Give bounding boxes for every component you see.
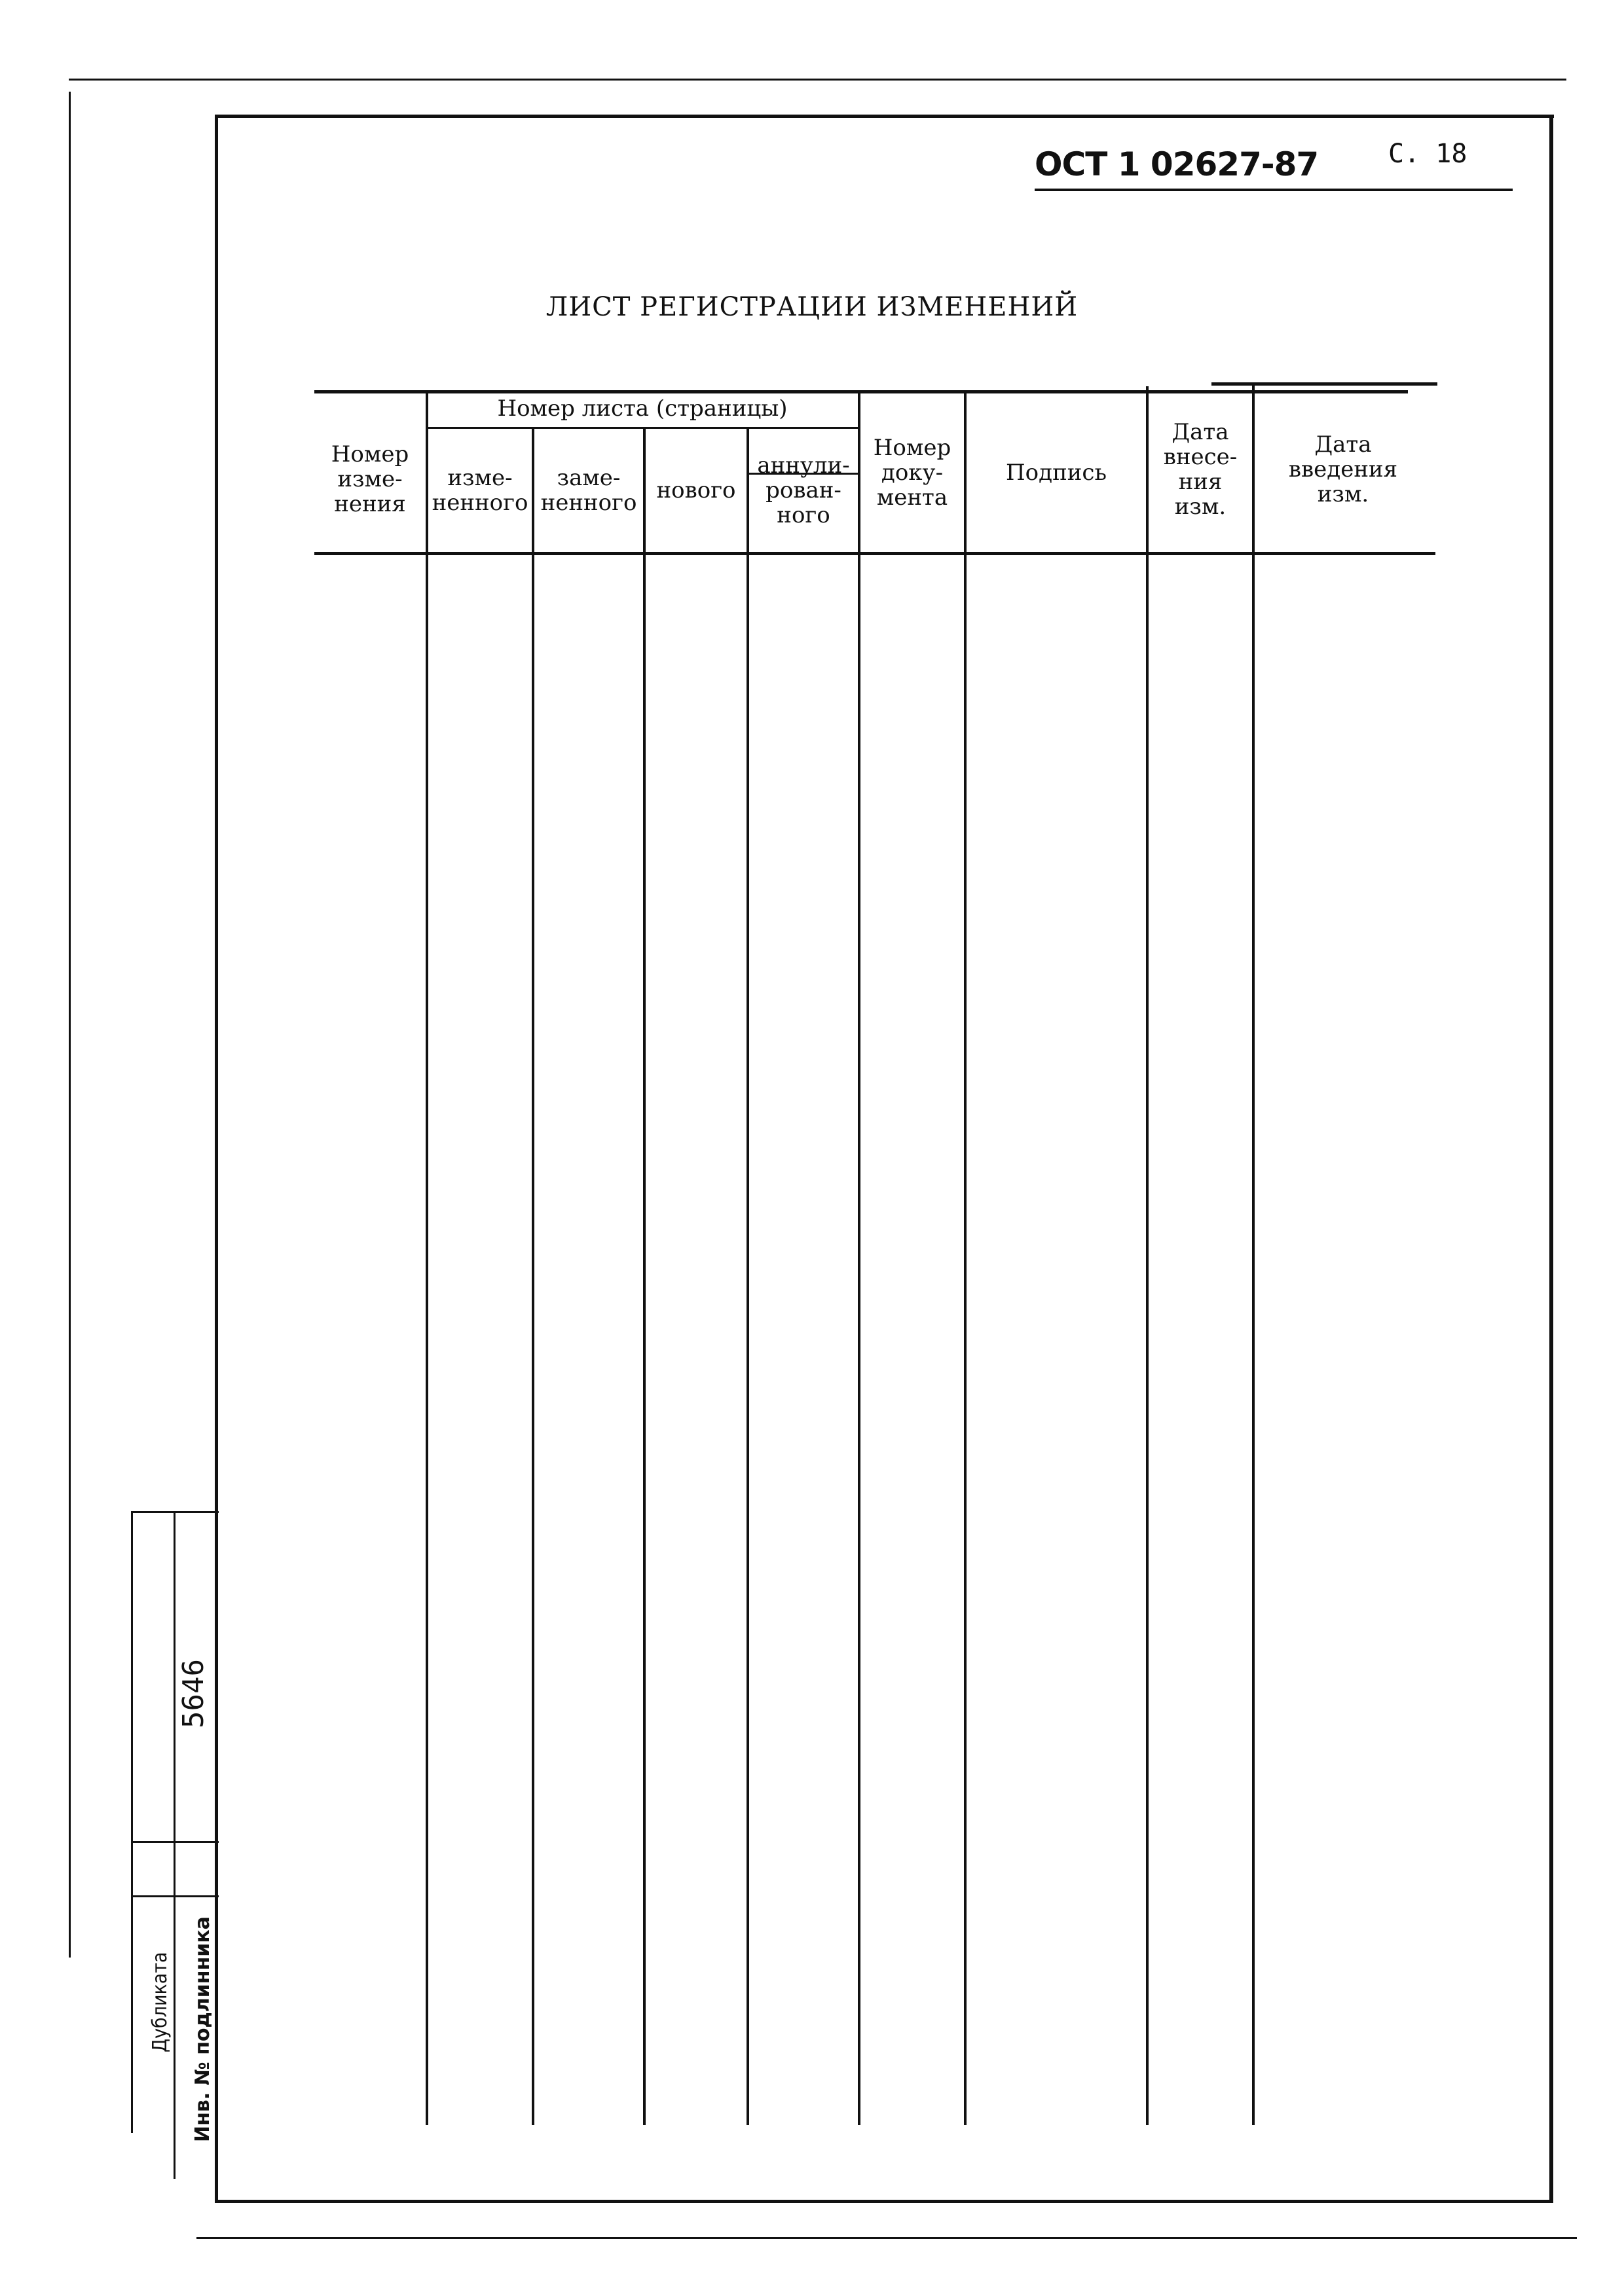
page-outer-top-line: [69, 79, 1566, 81]
column-header: нового: [656, 477, 736, 503]
column-group-header: Номер листа (страницы): [497, 395, 788, 422]
column-divider: [747, 427, 749, 2125]
stamp-divider-line: [131, 1841, 219, 1843]
page-outer-left-line: [69, 92, 71, 1958]
column-header: Номер доку- мента: [873, 434, 951, 511]
column-divider: [426, 390, 428, 2125]
stamp-label-original: Инв. № подлинника: [191, 1916, 214, 2142]
table-header-bottom-line: [314, 552, 1435, 555]
sheet-title: ЛИСТ РЕГИСТРАЦИИ ИЗМЕНЕНИЙ: [545, 292, 1079, 322]
column-header: изме- ненного: [432, 465, 528, 516]
column-header: аннули- рован- ного: [757, 452, 850, 528]
frame-bottom-border: [215, 2200, 1553, 2203]
column-divider: [1252, 384, 1255, 2125]
column-header: Дата внесе- ния изм.: [1163, 418, 1238, 520]
table-top-line-right: [1211, 382, 1437, 386]
frame-right-border: [1549, 115, 1553, 2203]
column-divider: [643, 427, 646, 2125]
column-divider: [964, 390, 967, 2125]
column-divider: [532, 427, 534, 2125]
header-underline: [1035, 189, 1513, 191]
stamp-left-line: [131, 1511, 133, 2133]
column-header: заме- ненного: [540, 465, 637, 516]
stamp-inventory-number: 5646: [177, 1659, 210, 1728]
stamp-divider-line: [131, 1895, 219, 1897]
document-code: ОСТ 1 02627-87: [1035, 145, 1319, 183]
page-outer-bottom-line: [196, 2237, 1577, 2239]
frame-left-border: [215, 115, 218, 2203]
column-header: Номер изме- нения: [331, 441, 409, 517]
stamp-label-duplicate: Дубликата: [149, 1952, 172, 2052]
column-header: Подпись: [1006, 459, 1107, 486]
column-divider: [858, 390, 860, 2125]
column-header: Дата введения изм.: [1288, 431, 1398, 507]
page-number: С. 18: [1388, 139, 1467, 169]
column-divider: [1146, 386, 1149, 2125]
stamp-middle-line: [174, 1511, 175, 2179]
frame-top-border: [215, 115, 1554, 118]
